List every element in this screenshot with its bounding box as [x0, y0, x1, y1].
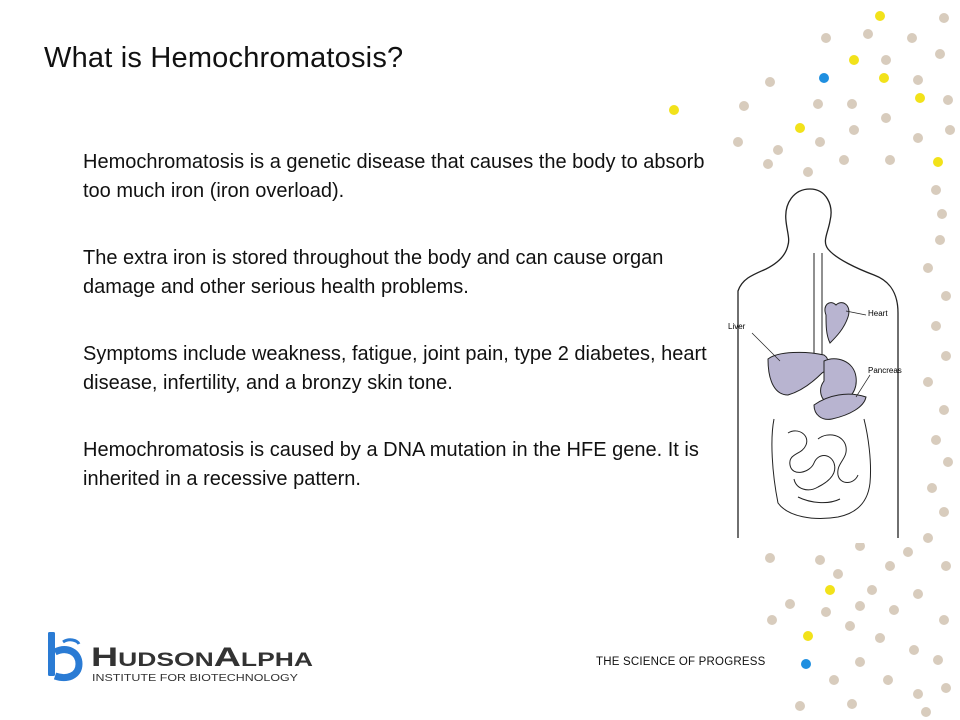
decorative-dot	[889, 605, 899, 615]
decorative-dot	[803, 167, 813, 177]
decorative-dot	[765, 553, 775, 563]
decorative-dot	[941, 291, 951, 301]
decorative-dot	[795, 701, 805, 711]
decorative-dot	[915, 93, 925, 103]
liver-label: Liver	[728, 322, 746, 331]
decorative-dot	[847, 699, 857, 709]
anatomy-illustration	[718, 183, 918, 543]
decorative-dot	[883, 675, 893, 685]
decorative-dot	[935, 49, 945, 59]
logo-subtitle: INSTITUTE FOR BIOTECHNOLOGY	[92, 672, 298, 684]
decorative-dot	[907, 33, 917, 43]
decorative-dot	[855, 657, 865, 667]
decorative-dot	[767, 615, 777, 625]
slide-body	[83, 148, 723, 532]
paragraph-symptoms: Symptoms include weakness, fatigue, joint pain, type 2 diabetes, heart disease, infertility, and a bronzy skin tone.	[83, 343, 707, 394]
decorative-dot	[913, 133, 923, 143]
decorative-dot	[913, 589, 923, 599]
decorative-dot	[939, 507, 949, 517]
hudsonalpha-logo	[33, 618, 328, 696]
decorative-dot	[923, 263, 933, 273]
heart-organ	[825, 303, 849, 343]
decorative-dot	[933, 655, 943, 665]
decorative-dot	[881, 55, 891, 65]
decorative-dot	[903, 547, 913, 557]
decorative-dot	[941, 351, 951, 361]
heart-label: Heart	[868, 309, 888, 318]
decorative-dot	[819, 73, 829, 83]
decorative-dot	[937, 209, 947, 219]
decorative-dot	[785, 599, 795, 609]
decorative-dot	[931, 435, 941, 445]
decorative-dot	[927, 483, 937, 493]
decorative-dot	[813, 99, 823, 109]
decorative-dot	[867, 585, 877, 595]
decorative-dot	[881, 113, 891, 123]
decorative-dot	[815, 555, 825, 565]
liver-organ	[768, 352, 828, 395]
pancreas-label: Pancreas	[868, 366, 902, 375]
footer-tagline: THE SCIENCE OF PROGRESS	[596, 656, 766, 668]
decorative-dot	[795, 123, 805, 133]
decorative-dot	[939, 405, 949, 415]
decorative-dot	[669, 105, 679, 115]
decorative-dot	[913, 689, 923, 699]
decorative-dot	[845, 621, 855, 631]
paragraph-iron-storage: The extra iron is stored throughout the body and can cause organ damage and other serious health problems.	[83, 247, 664, 298]
decorative-dot	[943, 457, 953, 467]
slide-title: What is Hemochromatosis?	[44, 42, 404, 74]
decorative-dot	[909, 645, 919, 655]
logo-name: HudsonAlpha	[91, 642, 314, 672]
decorative-dot	[849, 55, 859, 65]
decorative-dot	[815, 137, 825, 147]
decorative-dot	[885, 561, 895, 571]
logo-mark-icon	[48, 632, 79, 678]
paragraph-cause: Hemochromatosis is caused by a DNA mutation in the HFE gene. It is inherited in a recessive pattern.	[83, 439, 699, 490]
decorative-dot	[801, 659, 811, 669]
decorative-dot	[923, 377, 933, 387]
decorative-dot	[931, 185, 941, 195]
decorative-dot	[733, 137, 743, 147]
decorative-dot	[863, 29, 873, 39]
decorative-dot	[833, 569, 843, 579]
decorative-dot	[849, 125, 859, 135]
decorative-dot	[941, 561, 951, 571]
decorative-dot	[879, 73, 889, 83]
decorative-dot	[847, 99, 857, 109]
pancreas-organ	[814, 394, 866, 419]
decorative-dot	[821, 33, 831, 43]
decorative-dot	[931, 321, 941, 331]
decorative-dot	[939, 13, 949, 23]
decorative-dot	[875, 11, 885, 21]
decorative-dot	[739, 101, 749, 111]
decorative-dot	[943, 95, 953, 105]
decorative-dot	[945, 125, 955, 135]
decorative-dot	[885, 155, 895, 165]
decorative-dot	[803, 631, 813, 641]
decorative-dot	[765, 77, 775, 87]
decorative-dot	[773, 145, 783, 155]
decorative-dot	[921, 707, 931, 717]
decorative-dot	[829, 675, 839, 685]
decorative-dot	[923, 533, 933, 543]
decorative-dot	[913, 75, 923, 85]
decorative-dot	[763, 159, 773, 169]
decorative-dot	[939, 615, 949, 625]
decorative-dot	[855, 601, 865, 611]
decorative-dot	[933, 157, 943, 167]
decorative-dot	[825, 585, 835, 595]
decorative-dot	[839, 155, 849, 165]
decorative-dot	[935, 235, 945, 245]
decorative-dot	[821, 607, 831, 617]
paragraph-definition: Hemochromatosis is a genetic disease that causes the body to absorb too much iron (iron overload).	[83, 151, 705, 202]
decorative-dot	[941, 683, 951, 693]
decorative-dot	[875, 633, 885, 643]
